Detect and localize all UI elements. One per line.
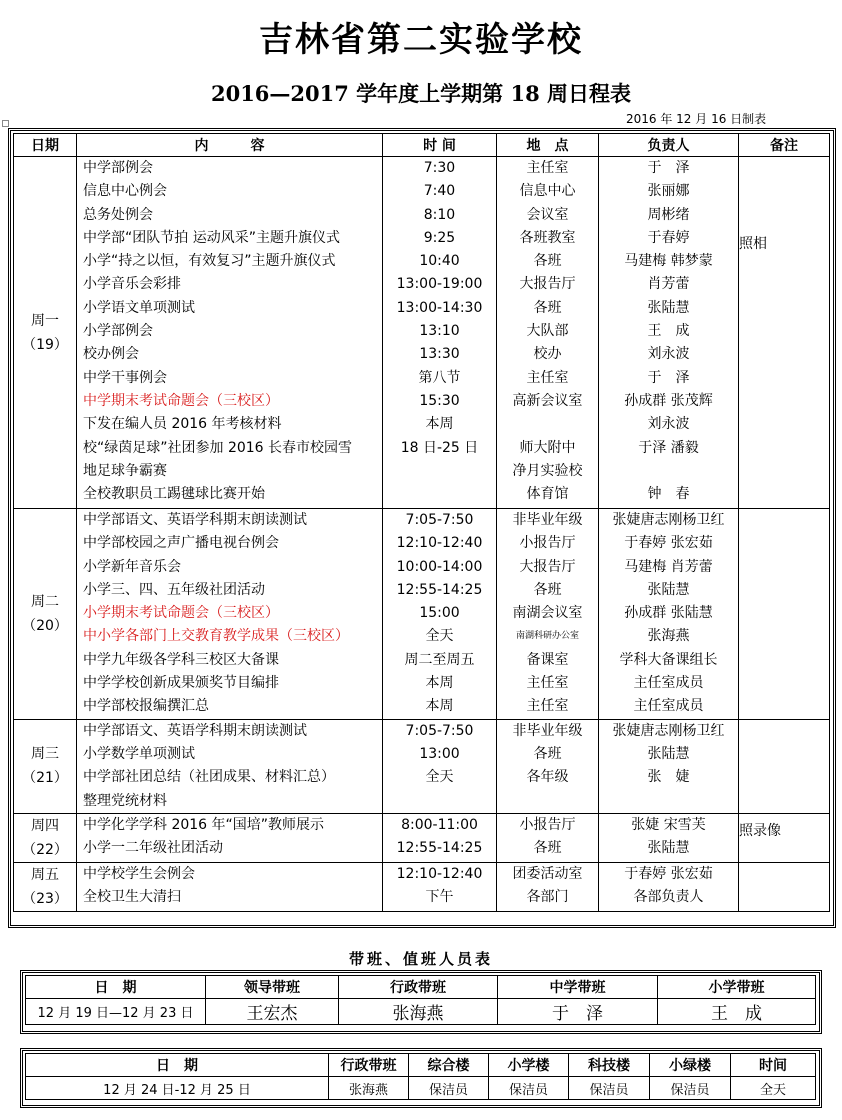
item-place: 体育馆	[526, 486, 569, 503]
week-day-number: （21）	[22, 770, 68, 787]
item-person: 王 成	[647, 323, 690, 340]
duty2-value: 保洁员	[650, 1077, 731, 1100]
item-place: 小报告厅	[519, 535, 576, 552]
item-content: 小学“持之以恒，有效复习”主题升旗仪式	[83, 253, 336, 270]
item-time: 7:05-7:50	[405, 722, 474, 739]
item-person: 马建梅 肖芳蕾	[624, 558, 713, 575]
day-note	[739, 719, 830, 813]
item-person: 张 婕	[647, 769, 690, 786]
day-row	[14, 813, 830, 862]
duty2-value: 12 月 24 日-12 月 25 日	[26, 1077, 329, 1100]
duty2-header: 科技楼	[569, 1054, 650, 1077]
item-person: 于泽 潘毅	[638, 439, 699, 456]
day-label	[14, 157, 77, 509]
item-person	[599, 790, 738, 813]
day-note	[739, 862, 830, 911]
item-person: 主任室成员	[633, 675, 704, 692]
item-content: 中学部语文、英语学科期末朗读测试	[83, 722, 307, 739]
item-time: 13:30	[419, 346, 460, 363]
item-time: 15:00	[419, 605, 460, 622]
duty1-value: 12 月 19 日—12 月 23 日	[26, 999, 206, 1025]
item-time: 13:00	[419, 745, 460, 762]
item-person: 钟 春	[647, 486, 690, 503]
day-row	[14, 509, 830, 720]
item-person: 孙成群 张茂辉	[624, 392, 713, 409]
duty2-header: 小学楼	[489, 1054, 569, 1077]
item-time-column	[383, 813, 497, 862]
duty2-value: 保洁员	[409, 1077, 489, 1100]
duty-table-weekday-frame	[20, 970, 822, 1034]
header-time: 时 间	[383, 134, 497, 157]
item-person: 于 泽	[647, 369, 690, 386]
item-place: 备课室	[526, 651, 569, 668]
item-place: 南湖会议室	[512, 605, 583, 622]
item-content: 小学一二年级社团活动	[83, 840, 223, 857]
item-content: 小学期末考试命题会（三校区）	[83, 605, 279, 622]
item-content: 中学部例会	[83, 160, 153, 176]
duty2-header: 日 期	[26, 1054, 329, 1077]
header-person: 负责人	[599, 134, 739, 157]
item-content: 全校教职员工踢毽球比赛开始	[83, 486, 265, 503]
made-date: 2016 年 12 月 16 日制表	[626, 112, 767, 126]
anchor-marker	[2, 120, 9, 127]
item-time: 本周	[425, 675, 454, 692]
duty1-header: 行政带班	[339, 976, 498, 999]
item-person: 马建梅 韩梦蒙	[624, 253, 713, 270]
item-person: 于春婷 张宏茹	[624, 535, 713, 552]
item-place-column	[497, 719, 599, 813]
schedule-header-row	[14, 134, 830, 157]
item-time: 下午	[425, 889, 454, 906]
item-content: 小学三、四、五年级社团活动	[83, 581, 265, 598]
item-time: 8:00-11:00	[401, 816, 478, 833]
item-time: 全天	[425, 628, 454, 645]
item-time	[383, 790, 496, 813]
item-place: 净月实验校	[512, 462, 583, 479]
item-content: 全校卫生大清扫	[83, 889, 181, 906]
day-name: 周一	[31, 312, 59, 329]
item-time-column	[383, 862, 497, 911]
duty1-value: 张海燕	[339, 999, 498, 1025]
item-place: 小报告厅	[519, 816, 576, 833]
item-place: 南湖科研办公室	[515, 631, 579, 642]
item-content: 中学部校园之声广播电视台例会	[83, 535, 279, 552]
item-place	[497, 790, 598, 813]
item-place: 非毕业年级	[512, 722, 583, 739]
item-person: 张丽娜	[647, 183, 690, 200]
item-place: 大报告厅	[519, 558, 576, 575]
item-place: 主任室	[526, 675, 569, 692]
item-content-column	[77, 509, 383, 720]
item-time-column	[383, 509, 497, 720]
item-person: 于 泽	[647, 160, 690, 176]
item-time: 本周	[425, 698, 454, 715]
item-place-column	[497, 862, 599, 911]
item-content: 小学音乐会彩排	[83, 276, 181, 293]
item-place: 校办	[533, 346, 562, 363]
item-content: 信息中心例会	[83, 183, 167, 200]
item-content: 总务处例会	[83, 206, 153, 223]
item-person: 张海燕	[647, 628, 690, 645]
duty1-value: 于 泽	[498, 999, 658, 1025]
header-place: 地 点	[497, 134, 599, 157]
item-place: 大报告厅	[519, 276, 576, 293]
duty1-header: 领导带班	[206, 976, 339, 999]
item-content: 下发在编人员 2016 年考核材料	[83, 416, 282, 433]
duty2-header: 行政带班	[329, 1054, 409, 1077]
item-place: 各班教室	[519, 229, 576, 246]
item-person-column	[599, 509, 739, 720]
item-content: 整理党统材料	[83, 792, 167, 809]
item-place: 各年级	[526, 769, 569, 786]
item-content-column	[77, 157, 383, 509]
item-place	[497, 413, 598, 436]
item-content: 中学期末考试命题会（三校区）	[83, 392, 279, 409]
item-content: 地足球争霸赛	[83, 462, 167, 479]
item-person: 于春婷	[647, 229, 690, 246]
item-time-column	[383, 157, 497, 509]
item-person: 周彬绪	[647, 206, 690, 223]
item-content: 小学部例会	[83, 323, 153, 340]
duty-table-weekday	[25, 975, 816, 1025]
item-place: 主任室	[526, 160, 569, 176]
item-person: 刘永波	[647, 416, 690, 433]
item-person: 孙成群 张陆慧	[624, 605, 713, 622]
item-content: 中小学各部门上交教育教学成果（三校区）	[83, 628, 349, 645]
item-time: 10:00-14:00	[396, 558, 483, 575]
item-person: 张陆慧	[647, 745, 690, 762]
item-content-column	[77, 862, 383, 911]
day-row	[14, 862, 830, 911]
item-time	[383, 483, 496, 506]
item-time: 8:10	[423, 206, 456, 223]
item-place: 各班	[533, 299, 562, 316]
item-time: 12:55-14:25	[396, 840, 483, 857]
item-time: 全天	[425, 769, 454, 786]
duty2-value: 全天	[731, 1077, 816, 1100]
item-content: 中学部校报编撰汇总	[83, 698, 209, 715]
day-name: 周四	[31, 817, 59, 834]
item-content: 小学数学单项测试	[83, 745, 195, 762]
header-note: 备注	[739, 134, 830, 157]
item-place: 主任室	[526, 369, 569, 386]
duty2-value: 保洁员	[489, 1077, 569, 1100]
item-place: 主任室	[526, 698, 569, 715]
duty1-header: 中学带班	[498, 976, 658, 999]
day-name: 周五	[31, 866, 59, 883]
item-person: 张婕唐志刚杨卫红	[612, 512, 725, 528]
item-person-column	[599, 719, 739, 813]
item-content: 校办例会	[83, 346, 139, 363]
item-time	[383, 460, 496, 483]
item-place: 各班	[533, 745, 562, 762]
item-place: 各部门	[526, 889, 569, 906]
duty2-header: 小绿楼	[650, 1054, 731, 1077]
week-day-number: （22）	[22, 841, 68, 858]
item-time: 7:30	[423, 160, 456, 176]
item-content-column	[77, 719, 383, 813]
item-place: 信息中心	[519, 183, 576, 200]
week-day-number: （23）	[22, 890, 68, 907]
item-content: 中学部“团队节拍 运动风采”主题升旗仪式	[83, 229, 340, 246]
week-day-number: （20）	[22, 617, 68, 634]
item-time: 13:10	[419, 323, 460, 340]
item-place-column	[497, 813, 599, 862]
day-name: 周二	[31, 593, 59, 610]
item-person: 张陆慧	[647, 581, 690, 598]
item-place-column	[497, 157, 599, 509]
page-subtitle: 2016—2017 学年度上学期第 18 周日程表	[210, 81, 632, 106]
item-place: 师大附中	[519, 439, 576, 456]
item-person-column	[599, 862, 739, 911]
day-label	[14, 862, 77, 911]
item-person: 张陆慧	[647, 299, 690, 316]
item-time: 7:05-7:50	[405, 512, 474, 528]
day-name: 周三	[31, 746, 59, 763]
item-time: 本周	[425, 416, 454, 433]
item-content: 中学校学生会例会	[83, 865, 195, 882]
item-place: 非毕业年级	[512, 512, 583, 528]
item-content: 小学新年音乐会	[83, 558, 181, 575]
day-row	[14, 719, 830, 813]
item-time: 9:25	[423, 229, 456, 246]
item-time: 13:00-14:30	[396, 299, 483, 316]
duty1-header: 小学带班	[658, 976, 816, 999]
item-content-column	[77, 813, 383, 862]
duty1-value: 王 成	[658, 999, 816, 1025]
item-content: 小学语文单项测试	[83, 299, 195, 316]
item-place: 各班	[533, 840, 562, 857]
item-place: 高新会议室	[512, 392, 583, 409]
item-time: 10:40	[419, 253, 460, 270]
day-label	[14, 509, 77, 720]
day-note	[739, 509, 830, 720]
item-place: 大队部	[526, 323, 569, 340]
duty2-header: 综合楼	[409, 1054, 489, 1077]
item-time-column	[383, 719, 497, 813]
item-person-column	[599, 157, 739, 509]
item-time: 12:10-12:40	[396, 535, 483, 552]
duty2-value: 保洁员	[569, 1077, 650, 1100]
schedule-table	[13, 133, 830, 912]
item-content: 中学部社团总结（社团成果、材料汇总）	[83, 769, 335, 786]
item-place: 各班	[533, 253, 562, 270]
item-time: 12:55-14:25	[396, 581, 483, 598]
schedule-frame	[8, 128, 836, 928]
day-note: 照相	[739, 157, 830, 509]
item-person: 刘永波	[647, 346, 690, 363]
duty1-value: 王宏杰	[206, 999, 339, 1025]
item-person: 张婕 宋雪芙	[631, 816, 706, 833]
item-content: 中学干事例会	[83, 369, 167, 386]
week-day-number: （19）	[22, 336, 68, 353]
item-time: 7:40	[423, 183, 456, 200]
item-content: 校“绿茵足球”社团参加 2016 长春市校园雪	[83, 439, 353, 456]
item-person: 各部负责人	[633, 889, 704, 906]
duty1-header: 日 期	[26, 976, 206, 999]
item-person: 主任室成员	[633, 698, 704, 715]
item-content: 中学学校创新成果颁奖节目编排	[83, 675, 279, 692]
item-time: 12:10-12:40	[396, 865, 483, 882]
item-content: 中学化学学科 2016 年“国培”教师展示	[83, 816, 325, 833]
duty2-header: 时间	[731, 1054, 816, 1077]
item-person-column	[599, 813, 739, 862]
item-place: 团委活动室	[512, 865, 583, 882]
page-title: 吉林省第二实验学校	[259, 20, 583, 60]
duty-table-weekend-frame	[20, 1048, 822, 1108]
item-person: 学科大备课组长	[619, 651, 718, 668]
header-content: 内 容	[77, 134, 383, 157]
header-date: 日期	[14, 134, 77, 157]
item-person: 肖芳蕾	[647, 276, 690, 293]
duty-table-weekend	[25, 1053, 816, 1100]
item-person	[599, 460, 738, 483]
duty2-value: 张海燕	[329, 1077, 409, 1100]
item-place-column	[497, 509, 599, 720]
item-person: 张婕唐志刚杨卫红	[612, 722, 725, 739]
item-time: 18 日-25 日	[400, 439, 479, 456]
item-time: 15:30	[419, 392, 460, 409]
item-content: 中学部语文、英语学科期末朗读测试	[83, 512, 307, 528]
item-time: 周二至周五	[404, 651, 475, 668]
item-person: 张陆慧	[647, 840, 690, 857]
item-time: 第八节	[418, 369, 461, 386]
item-person: 于春婷 张宏茹	[624, 865, 713, 882]
item-content: 中学九年级各学科三校区大备课	[83, 651, 279, 668]
day-row	[14, 157, 830, 509]
item-place: 会议室	[526, 206, 569, 223]
duty-title: 带班、值班人员表	[348, 950, 493, 968]
day-label	[14, 719, 77, 813]
item-place: 各班	[533, 581, 562, 598]
item-time: 13:00-19:00	[396, 276, 483, 293]
day-label	[14, 813, 77, 862]
day-note: 照录像	[739, 813, 830, 862]
